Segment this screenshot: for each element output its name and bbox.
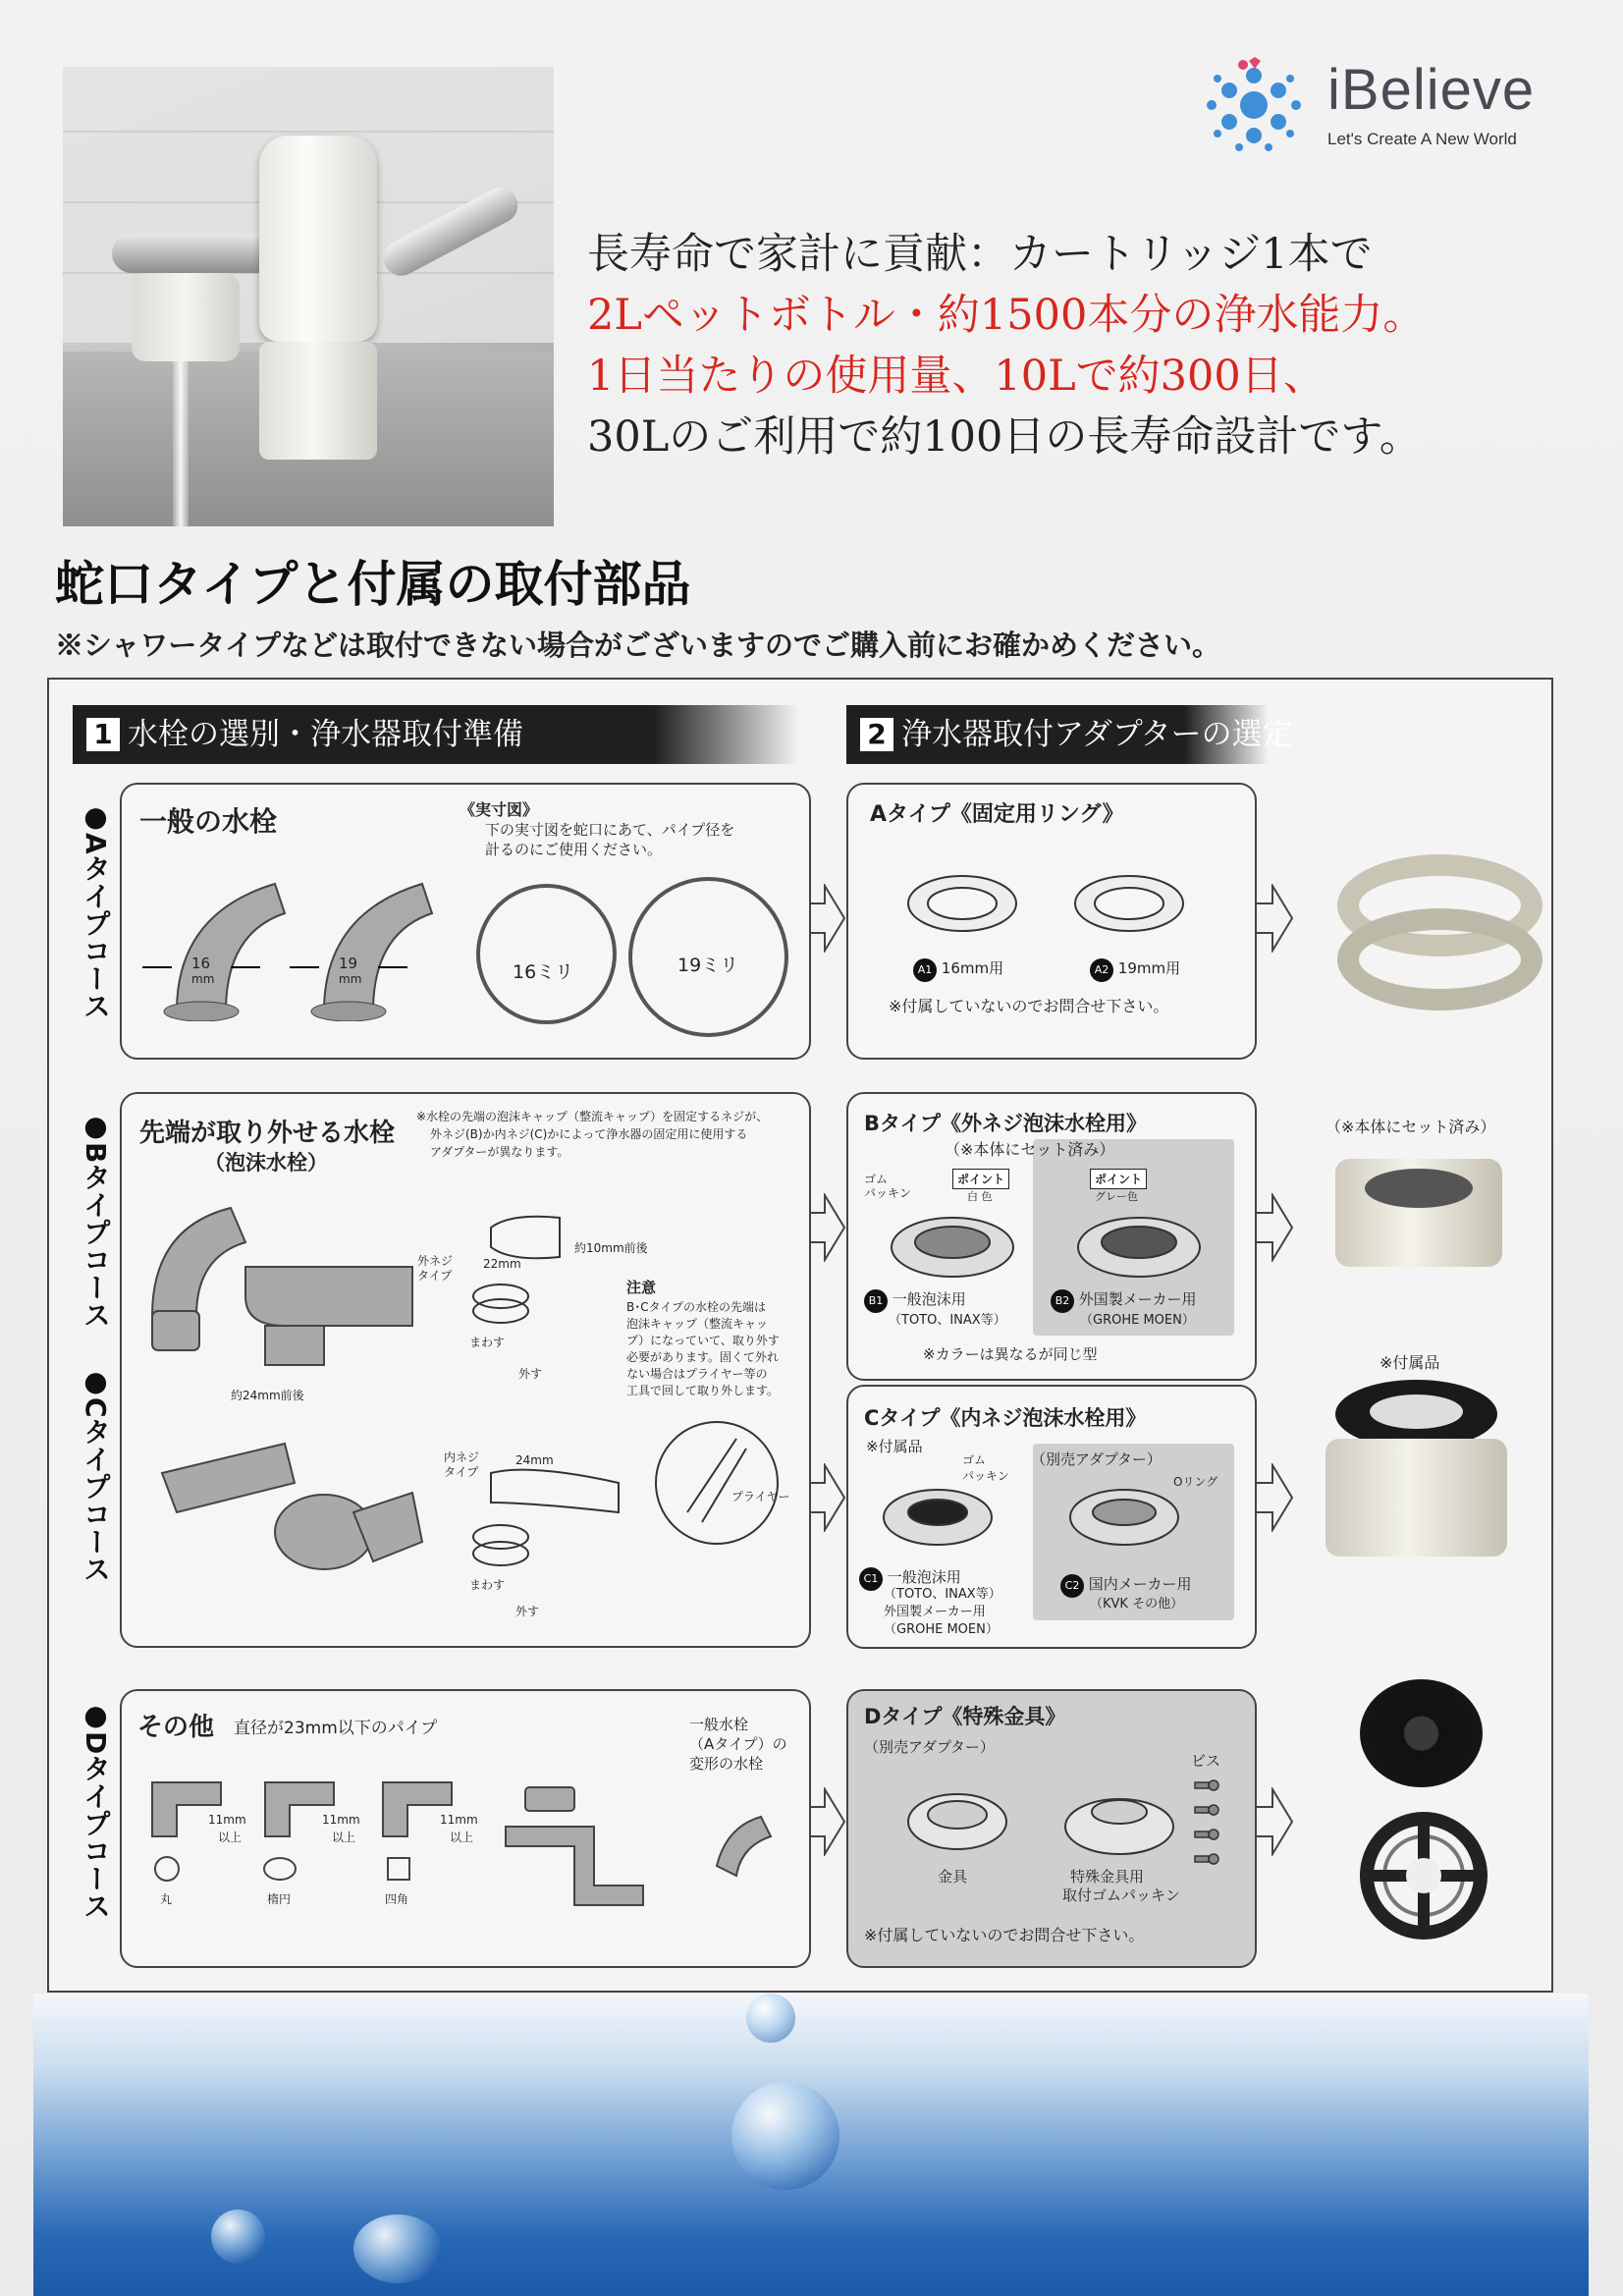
a1-badge: A1: [913, 958, 937, 982]
d-11mm-3: 11mm: [440, 1813, 478, 1827]
row-a-jissun-desc2: 計るのにご使用ください。: [485, 841, 663, 858]
arrow-a2: [1255, 884, 1294, 953]
d-deform-2: （Aタイプ）の: [689, 1735, 787, 1753]
row-d-note: ※付属していないのでお問合せ下さい。: [864, 1926, 1145, 1944]
d-square-label: 四角: [385, 1892, 409, 1906]
b2-badge: B2: [1051, 1289, 1074, 1313]
b-point-label-1: ポイント: [957, 1173, 1005, 1186]
d-special-label2: 取付ゴムパッキン: [1062, 1886, 1180, 1904]
inner-screw-type-label: タイプ: [444, 1465, 479, 1479]
d-sold-separately: （別売アダプター）: [864, 1738, 995, 1756]
d-special-label1: 特殊金具用: [1070, 1868, 1145, 1886]
course-a-label: [79, 800, 112, 1026]
type-b-title: Bタイプ《外ネジ泡沫水栓用》: [864, 1112, 1147, 1135]
logo-dots-icon: [1200, 51, 1318, 159]
type-a-title: Aタイプ《固定用リング》: [870, 802, 1124, 827]
product-photo: [63, 67, 554, 526]
c1-sub2: 外国製メーカー用: [884, 1605, 986, 1619]
row-a-note: ※付属していないのでお問合せ下さい。: [889, 997, 1169, 1015]
c2-label: 国内メーカー用: [1088, 1575, 1192, 1593]
d-above-1: 以上: [218, 1831, 243, 1844]
course-d-text: ●Dタイプコース: [80, 1699, 112, 1920]
pipe-16-shape: [177, 884, 285, 1011]
c-packing-label: パッキン: [962, 1469, 1009, 1483]
dim-24mm-b: 約24mm前後: [231, 1389, 304, 1402]
outer-screw-type-label: タイプ: [417, 1269, 453, 1283]
b1-label: 一般泡沫用: [892, 1290, 966, 1308]
section-title: 蛇口タイプと付属の取付部品: [55, 555, 691, 613]
step1-label: 水栓の選別・浄水器取付準備: [128, 717, 523, 752]
pipe1-size: 16: [191, 955, 211, 972]
plier-label: プライヤー: [731, 1490, 790, 1503]
arrow-c2: [1255, 1463, 1294, 1532]
caution-line5: ない場合はプライヤー等の: [626, 1367, 768, 1381]
b-point-label-2: ポイント: [1095, 1173, 1143, 1186]
d-above-2: 以上: [332, 1831, 356, 1844]
b-gomu-label: ゴム: [864, 1173, 889, 1186]
headline: [587, 224, 1425, 467]
arrow-d2: [1255, 1787, 1294, 1856]
d-packing-photo: [1360, 1679, 1483, 1787]
bc-faucet-diagrams: [137, 1188, 795, 1630]
row-a-jissun-desc1: 下の実寸図を蛇口にあて、パイプ径を: [485, 821, 735, 839]
remove-label-c: 外す: [515, 1605, 540, 1618]
type-c-title: Cタイプ《内ネジ泡沫水栓用》: [864, 1406, 1147, 1430]
caution-line1: B･Cタイプの水栓の先端は: [626, 1300, 767, 1314]
b-color-note: ※カラーは異なるが同じ型: [923, 1345, 1098, 1363]
b1-badge: B1: [864, 1289, 888, 1313]
d-kanagu-diagrams: [903, 1768, 1227, 1876]
caution-title: 注意: [626, 1279, 657, 1296]
section-note: ※シャワータイプなどは取付できない場合がございますのでご購入前にお確かめください。: [55, 629, 1220, 662]
headline-line1: 長寿命で家計に貢献：カートリッジ1本で: [587, 230, 1373, 279]
d-round-label: 丸: [160, 1892, 173, 1906]
arrow-c1: [807, 1463, 846, 1532]
circle-16mm-label: 16ミリ: [513, 961, 574, 983]
c1-sub3: （GROHE MOEN）: [884, 1622, 999, 1637]
caution-line2: 泡沫キャップ（整流キャッ: [626, 1317, 769, 1331]
course-a-text: ●Aタイプコース: [80, 800, 112, 1019]
b2-label: 外国製メーカー用: [1078, 1290, 1197, 1308]
row-a-jissun: 《実寸図》: [460, 800, 539, 819]
turn-label-c: まわす: [469, 1578, 506, 1592]
b-white-label: 白 色: [967, 1190, 993, 1203]
caution-line4: 必要があります。固くて外れ: [626, 1350, 780, 1364]
c2-sub: （KVK その他）: [1090, 1597, 1184, 1612]
water-bubble-large: [731, 2082, 839, 2190]
a2-badge: A2: [1090, 958, 1113, 982]
arrow-d1: [807, 1787, 846, 1856]
course-c-text: ●Cタイプコース: [80, 1365, 112, 1583]
a-ring-photo-bottom: [1337, 908, 1542, 1011]
course-d-label: [79, 1699, 112, 1926]
d-11mm-1: 11mm: [208, 1813, 246, 1827]
d-kanagu-photo: [1345, 1807, 1502, 1944]
pipe2-size: 19: [339, 955, 358, 972]
headline-line4: 30Lのご利用で約100日の長寿命設計です。: [587, 412, 1422, 462]
course-b-text: ●Bタイプコース: [80, 1110, 112, 1329]
pipe-19-shape: [324, 884, 432, 1011]
c1-badge: C1: [859, 1567, 883, 1591]
a2-label: 19mm用: [1117, 959, 1181, 977]
row-a-title: 一般の水栓: [139, 805, 278, 838]
a-rings-diagram: [903, 864, 1217, 953]
c-adapter-diagrams: [874, 1473, 1227, 1561]
dim-10mm: 約10mm前後: [574, 1241, 648, 1255]
step1-number: 1: [86, 718, 120, 751]
c2-badge: C2: [1060, 1574, 1084, 1598]
c-included-note: ※付属品: [1380, 1353, 1440, 1372]
circle-16mm: [476, 884, 617, 1024]
a2-item: [1090, 957, 1180, 982]
type-b-sub: （※本体にセット済み）: [945, 1140, 1115, 1159]
a1-item: [913, 957, 1003, 982]
d-kanagu-label: 金具: [938, 1868, 968, 1886]
logo-brand-text: iBelieve: [1327, 58, 1536, 122]
arrow-a1: [807, 884, 846, 953]
ibelieve-logo: [1200, 51, 1573, 159]
step1-header: [73, 705, 799, 764]
water-bubble-bottom: [353, 2214, 442, 2283]
remove-label-b: 外す: [518, 1367, 543, 1381]
headline-line3: 1日当たりの使用量、10Lで約300日、: [587, 352, 1325, 401]
dim-22mm: 22mm: [483, 1257, 521, 1271]
logo-tagline: Let's Create A New World: [1327, 130, 1517, 148]
caution-line3: プ）になっていて、取り外す: [626, 1334, 780, 1347]
pipe1-unit: mm: [191, 972, 215, 986]
row-b-desc2: 外ネジ(B)か内ネジ(C)かによって浄水器の固定用に使用する: [430, 1127, 748, 1141]
water-bubble-left: [211, 2210, 265, 2264]
d-screw-label: ビス: [1191, 1752, 1221, 1770]
b-set-note: （※本体にセット済み）: [1325, 1118, 1496, 1136]
step2-number: 2: [860, 718, 893, 751]
d-deform-1: 一般水栓: [689, 1716, 749, 1733]
caution-line6: 工具で回して取り外します。: [626, 1384, 780, 1397]
c-sold-separately: （別売アダプター）: [1031, 1450, 1162, 1468]
row-a-pipe-diagrams: [137, 854, 452, 1021]
circle-19mm-label: 19ミリ: [677, 955, 739, 976]
d-11mm-2: 11mm: [322, 1813, 360, 1827]
b-adapter-diagrams: [884, 1203, 1237, 1301]
pipe2-unit: mm: [339, 972, 362, 986]
row-b-desc1: ※水栓の先端の泡沫キャップ（整流キャップ）を固定するネジが、: [416, 1110, 769, 1123]
dim-24mm-c: 24mm: [515, 1453, 554, 1467]
a1-label: 16mm用: [941, 959, 1004, 977]
c-adapter-photo: [1325, 1380, 1512, 1561]
inner-screw-label: 内ネジ: [444, 1450, 480, 1464]
c-gomu-label: ゴム: [962, 1453, 987, 1467]
row-b-desc3: アダプターが異なります。: [430, 1145, 569, 1159]
d-pipe-diagrams: [142, 1768, 790, 1925]
b-point-white: [952, 1169, 1009, 1189]
d-deform-3: 変形の水栓: [689, 1755, 764, 1773]
b1-sub: （TOTO、INAX等）: [889, 1313, 1006, 1328]
row-b-subtitle: （泡沫水栓）: [204, 1151, 328, 1175]
row-d-desc: 直径が23mm以下のパイプ: [234, 1719, 438, 1738]
b-adapter-photo: [1335, 1159, 1502, 1267]
course-b-label: [79, 1110, 112, 1335]
c-included: ※付属品: [866, 1438, 923, 1455]
b-gray-label: グレー色: [1095, 1190, 1138, 1203]
course-c-label: [79, 1365, 112, 1590]
b-packing-label: パッキン: [864, 1186, 911, 1200]
turn-label-b: まわす: [469, 1336, 506, 1349]
type-d-title: Dタイプ《特殊金具》: [864, 1705, 1066, 1728]
arrow-b1: [807, 1193, 846, 1262]
c1-sub: （TOTO、INAX等）: [884, 1587, 1001, 1602]
headline-line2: 2Lペットボトル・約1500本分の浄水能力。: [587, 291, 1426, 340]
d-oval-label: 楕円: [267, 1892, 292, 1906]
outer-screw-label: 外ネジ: [417, 1254, 454, 1268]
c-oring-label: Oリング: [1173, 1475, 1218, 1489]
arrow-b2: [1255, 1193, 1294, 1262]
step2-label: 浄水器取付アダプターの選定: [901, 717, 1293, 752]
step2-header: [846, 705, 1293, 764]
b2-sub: （GROHE MOEN）: [1080, 1313, 1195, 1328]
b-point-gray: [1090, 1169, 1147, 1189]
row-d-title: その他: [137, 1713, 215, 1742]
d-above-3: 以上: [450, 1831, 474, 1844]
c1-label: 一般泡沫用: [887, 1568, 961, 1586]
row-b-title: 先端が取り外せる水栓: [139, 1119, 396, 1148]
water-bubble-small: [746, 1994, 795, 2043]
